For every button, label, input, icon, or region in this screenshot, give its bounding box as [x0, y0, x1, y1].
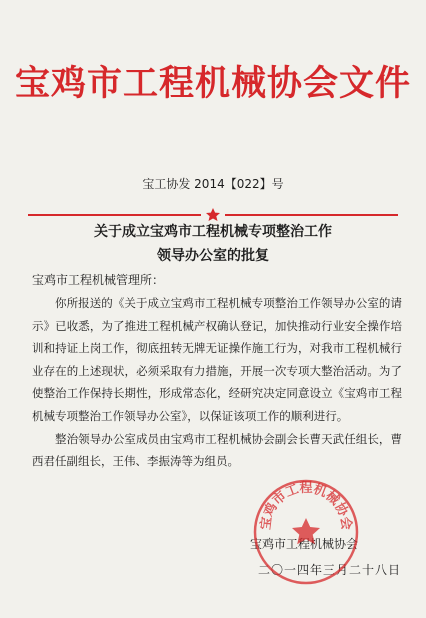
document-number: 宝工协发 2014【022】号 — [142, 177, 284, 191]
masthead: 宝鸡市工程机械协会文件 — [14, 64, 411, 104]
paragraph: 你所报送的《关于成立宝鸡市工程机械专项整治工作领导办公室的请示》已收悉，为了推进工程机械产权确认登记，加快推动行业安全操作培训和持证上岗工作，彻底扭转无牌无证操作施工行为，对我市工程机械行业存在的上述现状，必须采取有力措施，开展一次专项大整治活动。为了使整治工作保持长期性，形成常态化，经研究决定同意设立《宝鸡市工程机械专项整治工作领导办公室》，以保证该项工作的顺利进行。 — [32, 296, 402, 423]
body-text — [32, 292, 402, 473]
salutation: 宝鸡市工程机械管理所： — [32, 273, 165, 287]
seal-text: 宝鸡市工程机械协会 — [258, 481, 354, 531]
paragraph: 整治领导办公室成员由宝鸡市工程机械协会副会长曹天武任组长，曹西君任副组长，王伟、李振涛等为组员。 — [32, 431, 402, 469]
signature-organization: 宝鸡市工程机械协会 — [250, 537, 359, 551]
title-line-2: 领导办公室的批复 — [157, 248, 269, 264]
title-line-1: 关于成立宝鸡市工程机械专项整治工作 — [94, 224, 332, 240]
document-title — [0, 220, 426, 268]
official-seal — [252, 478, 360, 586]
seal-star-icon — [292, 518, 320, 544]
signature-date: 二〇一四年三月二十八日 — [258, 563, 402, 577]
